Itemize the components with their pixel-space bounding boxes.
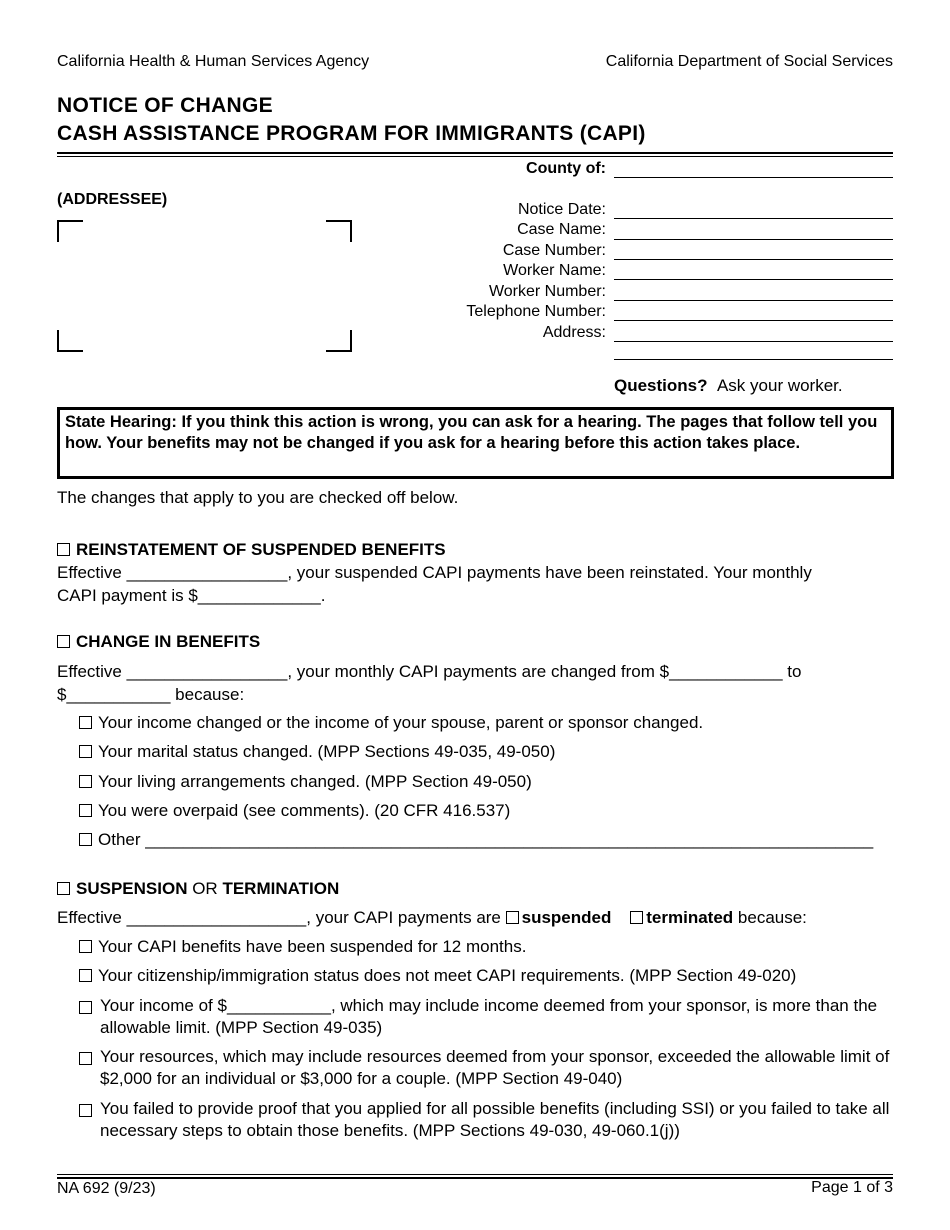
footer-divider-thin xyxy=(57,1174,893,1175)
questions-note xyxy=(614,376,843,396)
change-reason-item xyxy=(79,713,703,733)
reinstatement-heading: REINSTATEMENT OF SUSPENDED BENEFITS xyxy=(76,540,446,559)
county-field[interactable] xyxy=(614,177,893,178)
worker-name-label: Worker Name: xyxy=(503,262,606,279)
state-hearing-notice: State Hearing: If you think this action is wrong, you can ask for a hearing. The pages that follow tell you how. Your benefits may not be changed if you ask for a hearing before this action takes place. xyxy=(57,407,894,479)
reinstatement-checkbox[interactable] xyxy=(57,543,70,556)
notice-date-label: Notice Date: xyxy=(517,201,606,218)
suspension-heading: SUSPENSION xyxy=(76,879,188,898)
change-line1: Effective _________________, your monthly CAPI payments are changed from $____________ to xyxy=(57,662,802,681)
termination-heading: TERMINATION xyxy=(222,879,340,898)
suspension-reason-text: Your income of $___________, which may include income deemed from your sponsor, is more than the allowable limit. (MPP Section 49-035) xyxy=(100,996,878,1037)
suspension-reason-checkbox[interactable] xyxy=(79,940,92,953)
suspension-reason-text: You failed to provide proof that you applied for all possible benefits (including SSI) or you failed to take all necessary steps to obtain those benefits. (MPP Sections 49-030, 49-060.1(j)) xyxy=(100,1099,890,1140)
questions-text: Ask your worker. xyxy=(716,376,843,395)
case-name-label: Case Name: xyxy=(517,221,606,238)
header-divider xyxy=(57,152,893,154)
suspension-reason-item xyxy=(79,937,526,957)
change-reason-checkbox[interactable] xyxy=(79,775,92,788)
department-name: California Department of Social Services xyxy=(605,53,893,70)
terminated-checkbox[interactable] xyxy=(630,911,643,924)
footer-divider xyxy=(57,1177,893,1179)
case-number-field[interactable] xyxy=(614,259,893,260)
suspension-because: because: xyxy=(733,908,807,927)
address-window-corner xyxy=(57,330,83,352)
address-field-line1[interactable] xyxy=(614,341,893,342)
address-window-corner xyxy=(326,330,352,352)
suspension-reason-text: Your resources, which may include resources deemed from your sponsor, exceeded the allowable limit of $2,000 for an individual or $3,000 for a couple. (MPP Section 49-040) xyxy=(100,1047,890,1088)
reinstatement-line1: Effective _________________, your suspended CAPI payments have been reinstated. Your monthly xyxy=(57,563,812,582)
change-reason-text: Other _____________________________________________________________________________ xyxy=(98,830,874,849)
address-field-line2[interactable] xyxy=(614,359,893,360)
suspension-reason-item xyxy=(79,966,796,986)
change-reason-item xyxy=(79,742,555,762)
page-number: Page 1 of 3 xyxy=(811,1179,893,1196)
address-window-corner xyxy=(326,220,352,242)
change-in-benefits-section xyxy=(57,632,260,652)
address-label: Address: xyxy=(542,324,606,341)
intro-text: The changes that apply to you are checked off below. xyxy=(57,488,459,507)
addressee-label: (ADDRESSEE) xyxy=(57,191,168,208)
program-title: CASH ASSISTANCE PROGRAM FOR IMMIGRANTS (CAPI) xyxy=(57,122,646,145)
suspension-effective-line xyxy=(57,908,807,928)
suspension-reason-text: Your CAPI benefits have been suspended for 12 months. xyxy=(98,937,527,956)
change-reason-checkbox[interactable] xyxy=(79,745,92,758)
suspended-label: suspended xyxy=(521,908,612,927)
suspension-termination-checkbox[interactable] xyxy=(57,882,70,895)
notice-date-field[interactable] xyxy=(614,218,893,219)
case-number-label: Case Number: xyxy=(502,242,606,259)
suspension-effective-text: Effective ___________________, your CAPI payments are xyxy=(57,908,506,927)
questions-label: Questions? xyxy=(614,376,708,395)
form-title: NOTICE OF CHANGE xyxy=(57,94,273,117)
change-reason-text: Your living arrangements changed. (MPP Section 49-050) xyxy=(98,772,532,791)
suspension-reason-checkbox[interactable] xyxy=(79,1052,92,1065)
terminated-label: terminated xyxy=(646,908,734,927)
change-line2: $___________ because: xyxy=(57,685,245,704)
suspension-reason-checkbox[interactable] xyxy=(79,1001,92,1014)
form-number: NA 692 (9/23) xyxy=(57,1180,156,1197)
change-reason-text: You were overpaid (see comments). (20 CFR 416.537) xyxy=(98,801,511,820)
change-in-benefits-checkbox[interactable] xyxy=(57,635,70,648)
change-reason-text: Your marital status changed. (MPP Sections 49-035, 49-050) xyxy=(98,742,556,761)
reinstatement-section xyxy=(57,540,446,560)
suspension-heading-or: OR xyxy=(187,879,223,898)
suspension-termination-section xyxy=(57,879,339,899)
telephone-number-field[interactable] xyxy=(614,320,893,321)
header-divider-thin xyxy=(57,156,893,157)
change-reason-item xyxy=(79,801,510,821)
change-in-benefits-heading: CHANGE IN BENEFITS xyxy=(76,632,261,651)
agency-name: California Health & Human Services Agency xyxy=(57,53,370,70)
suspension-reason-checkbox[interactable] xyxy=(79,1104,92,1117)
suspension-reason-text: Your citizenship/immigration status does not meet CAPI requirements. (MPP Section 49-020) xyxy=(98,966,797,985)
worker-number-field[interactable] xyxy=(614,300,893,301)
county-label: County of: xyxy=(526,160,606,177)
worker-number-label: Worker Number: xyxy=(488,283,606,300)
change-reason-item xyxy=(79,772,532,792)
change-reason-checkbox[interactable] xyxy=(79,833,92,846)
worker-name-field[interactable] xyxy=(614,279,893,280)
change-reason-checkbox[interactable] xyxy=(79,804,92,817)
suspension-reason-checkbox[interactable] xyxy=(79,969,92,982)
address-window-corner xyxy=(57,220,83,242)
telephone-number-label: Telephone Number: xyxy=(466,303,606,320)
change-reason-text: Your income changed or the income of your spouse, parent or sponsor changed. xyxy=(98,713,704,732)
suspended-checkbox[interactable] xyxy=(506,911,519,924)
change-reason-item xyxy=(79,830,873,850)
change-reason-checkbox[interactable] xyxy=(79,716,92,729)
case-name-field[interactable] xyxy=(614,239,893,240)
reinstatement-line2: CAPI payment is $_____________. xyxy=(57,586,326,605)
